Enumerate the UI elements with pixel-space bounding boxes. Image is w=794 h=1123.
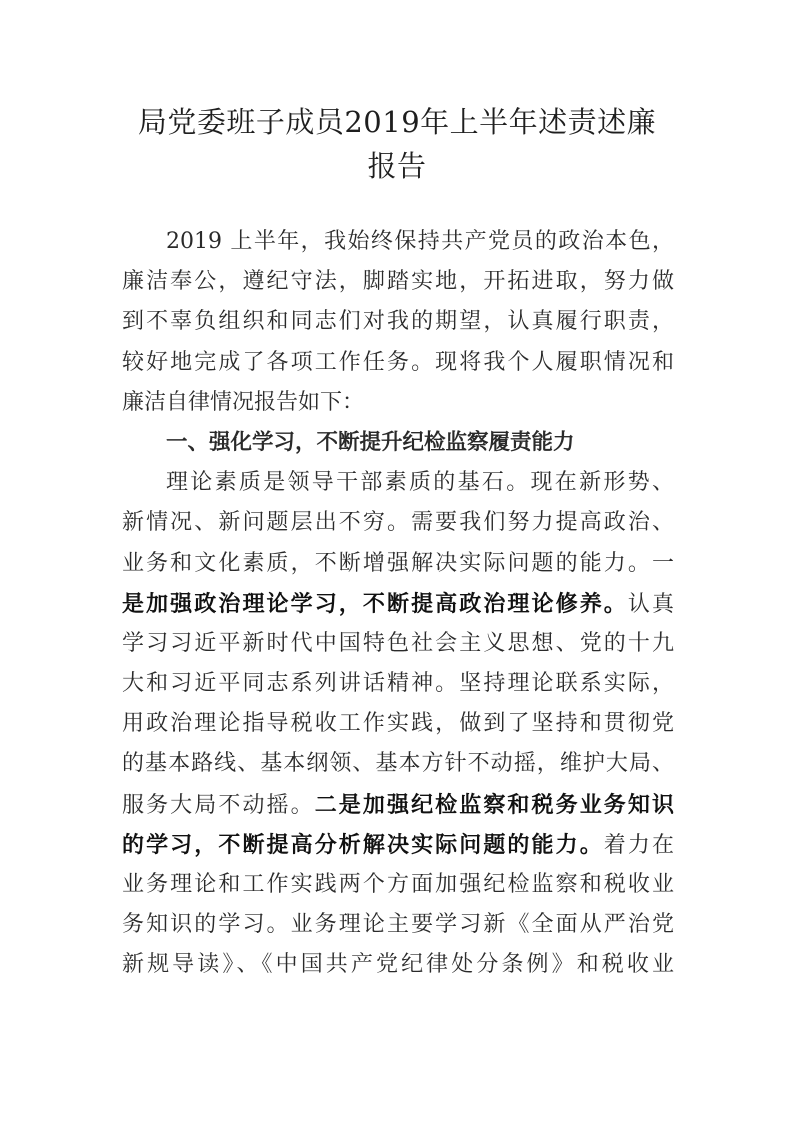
body-text: 认真 [627, 591, 674, 617]
paragraph-line: 廉洁自律情况报告如下： [122, 389, 365, 415]
paragraph-line [122, 825, 674, 865]
paragraph-line: 学习习近平新时代中国特色社会主义思想、党的十九 [122, 630, 674, 656]
paragraph-line: 用政治理论指导税收工作实践，做到了坚持和贯彻党 [122, 711, 674, 737]
bold-text: 是加强政治理论学习，不断提高政治理论修养。 [122, 590, 628, 617]
body-text: 服务大局不动摇。 [122, 792, 315, 818]
paragraph-line: 业务理论和工作实践两个方面加强纪检监察和税收业 [122, 872, 674, 897]
paragraph-line [122, 584, 674, 624]
paragraph-line: 大和习近平同志系列讲话精神。坚持理论联系实际， [122, 671, 674, 697]
body-text: 着力在 [603, 832, 674, 858]
paragraph-line: 新情况、新问题层出不穷。需要我们努力提高政治、 [122, 510, 674, 536]
document-title-line-2: 报告 [367, 149, 427, 183]
paragraph-line [122, 785, 674, 825]
paragraph-line: 较好地完成了各项工作任务。现将我个人履职情况和 [122, 349, 674, 375]
paragraph-line: 业务和文化素质，不断增强解决实际问题的能力。一 [122, 550, 674, 576]
paragraph-line: 的基本路线、基本纲领、基本方针不动摇，维护大局、 [122, 751, 674, 777]
document-body [122, 222, 674, 986]
paragraph-line: 2019 上半年，我始终保持共产党员的政治本色， [166, 229, 674, 254]
document-title-line-1: 局党委班子成员2019年上半年述责述廉 [137, 105, 657, 139]
bold-text: 的学习，不断提高分析解决实际问题的能力。 [122, 831, 604, 858]
paragraph-line: 新规导读》、《中国共产党纪律处分条例》和税收业 [122, 952, 674, 978]
section-heading: 一、强化学习，不断提升纪检监察履责能力 [166, 429, 575, 455]
paragraph-line: 理论素质是领导干部素质的基石。现在新形势、 [166, 470, 674, 496]
paragraph-line: 廉洁奉公，遵纪守法，脚踏实地，开拓进取，努力做 [122, 269, 674, 295]
bold-text: 二是加强纪检监察和税务业务知识 [314, 791, 674, 818]
paragraph-line: 到不辜负组织和同志们对我的期望，认真履行职责， [122, 309, 674, 335]
paragraph-line: 务知识的学习。业务理论主要学习新《全面从严治党 [122, 912, 674, 938]
